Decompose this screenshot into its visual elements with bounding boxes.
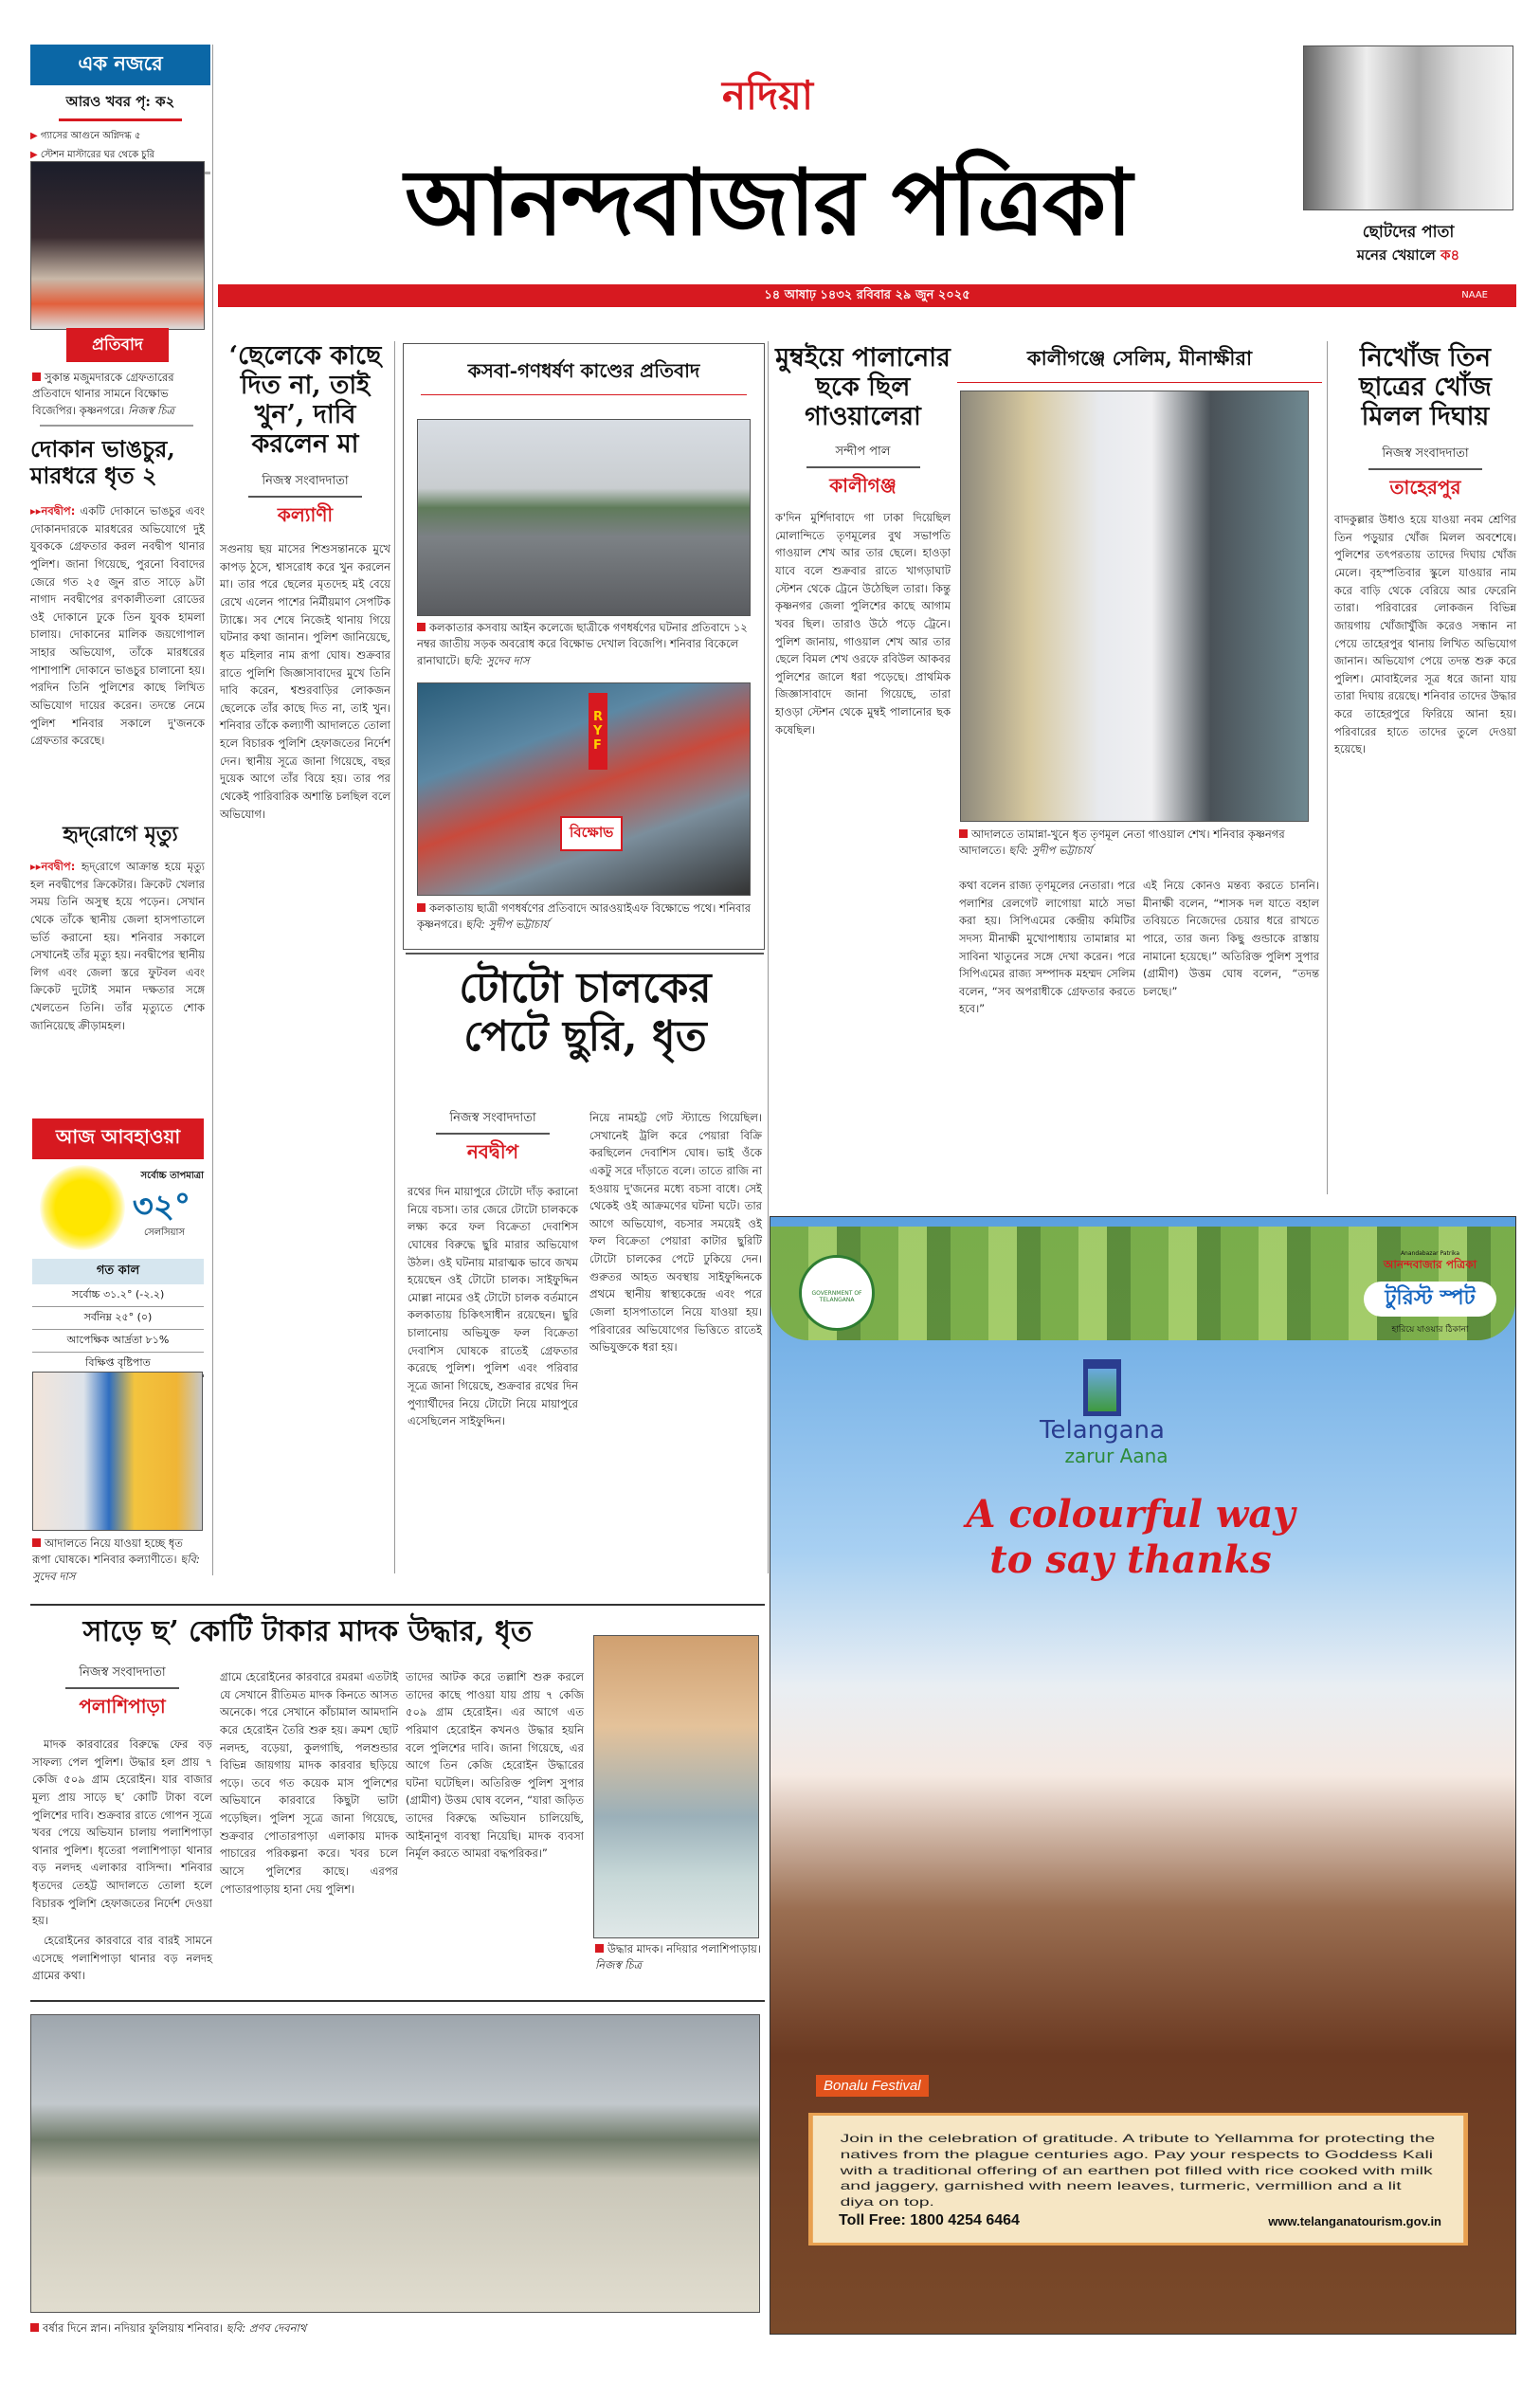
weather-row: বিক্ষিপ্ত বৃষ্টিপাত [32,1353,204,1377]
toto-col-2: নিয়ে নামহট্ট গেট স্ট্যান্ডে গিয়েছিল। সেখানেই ট্রলি করে পেয়ারা বিক্রি করছিলেন দেবাশিস ঘোষ। ভাই ওঁকে একটু সরে দাঁড়াতে বলে। তাতে রাজি না হওয়ায় দু'জনের মধ্যে বচসা বাধে। সেই থেকেই ওই আক্রমণের ঘটনা ঘটে। তার আগে অভিযোগ, বচসার সময়েই ওই ফল বিক্রেতা পেয়ারা কাটার ছুরিটি টোটো চালকের পেটে ঢুকিয়ে দেন। গুরুতর আহত অবস্থায় সাইফুদ্দিনকে প্রথমে স্থানীয় স্বাস্থ্যকেন্দ্রে এবং পরে জেলা হাসপাতালে নিয়ে যাওয়া হয়। পরিবারের অভিযোগের ভিত্তিতে রাতেই অভিযুক্তকে ধরা হয়। [589,1111,762,1355]
ad-headline: A colourful way to say thanks [966,1492,1295,1582]
more-news[interactable]: আরও খবর পৃ: ক২ [65,93,175,110]
dokan-headline: দোকান ভাঙচুর, মারধরে ধৃত ২ [30,435,175,489]
weather-title: আজ আবহাওয়া [32,1118,204,1159]
weather-row: সর্বনিম্ন ২৫° (০) [32,1307,204,1330]
weather-row: আপেক্ষিক আর্দ্রতা ৮১% [32,1330,204,1353]
headline: ‘ছেলেকে কাছে দিত না, তাই খুন’, দাবি করলেন মা [228,341,382,460]
weather-box: আজ আবহাওয়া সর্বোচ্চ তাপমাত্রা ৩২° সেলসিয়াস গত কাল সর্বোচ্চ ৩১.২° (-২.২) সর্বনিম্ন ২৫° (০) আপেক্ষিক আর্দ্রতা ৮১% বিক্ষিপ্ত বৃষ্টিপাত [32,1118,204,1377]
kids-page-ref[interactable]: মনের খেয়ালে ক৪ [1356,246,1460,264]
date: ১৪ আষাঢ় ১৪৩২ রবিবার ২৯ জুন ২০২৫ [764,288,970,302]
protibad-caption: সুকান্ত মজুমদারকে গ্রেফতারের প্রতিবাদে থানার সামনে বিক্ষোভ বিজেপির। কৃষ্ণনগরে। নিজস্ব চিত্র [32,371,174,417]
website-link[interactable]: www.telanganatourism.gov.in [1268,2214,1441,2228]
kasba-title: কসবা-গণধর্ষণ কাণ্ডের প্রতিবাদ [421,357,747,395]
edition-name: নদিয়া [721,72,814,118]
hridrog-headline: হৃদ্‌রোগে মৃত্যু [63,822,178,846]
ek-nojore-item[interactable]: ▶ স্টেশন মাস্টারের ঘর থেকে চুরি [30,150,155,160]
mumbai-article: মুম্বইয়ে পালানোর ছকে ছিল গাওয়ালেরা সন্দীপ পাল কালীগঞ্জ ক'দিন মুর্শিদাবাদে গা ঢাকা দিয়েছিল মোলান্দিতে তৃণমূলের বুথ সভাপতি গাওয়াল শেখ আর তার ছেলে। হাওড়া যাবে বলে শুক্রবার রাতে খাগড়াঘাট স্টেশন থেকে ট্রেনে উঠেছিল তারা। কিন্তু কৃষ্ণনগর জেলা পুলিশের কাছে আগাম খবর ছিল। তারাও উঠে পড়ে ট্রেনে। পুলিশ জানায়, গাওয়াল শেখ আর তার ছেলে বিমল শেখ ওরফে রবিউল আকবর পুলিশের জালে ধরা পড়েছে। প্রাথমিক জিজ্ঞাসাবাদে জানা গিয়েছে, তারা হাওড়া স্টেশন থেকে মুম্বই পালানোর ছক কষেছিল। [775,343,951,736]
court-photo [32,1372,203,1531]
kasba-photo-2: RYF বিক্ষোভ [417,682,751,896]
protibad-label: প্রতিবাদ [66,328,169,362]
telangana-logo: Telangana zarur Aana [1026,1359,1178,1467]
newspaper-title: আনন্দবাজার পত্রিকা [405,149,1131,256]
nikhoj-article: নিখোঁজ তিন ছাত্রের খোঁজ মিলল দিঘায় নিজস্ব সংবাদদাতা তাহেরপুর বাদকুল্লার উধাও হয়ে যাওয়া নবম শ্রেণির তিন পড়ুয়ার খোঁজ মিলল অবশেষে। পুলিশের তৎপরতায় তাদের দিঘায় খোঁজ মেলে। বৃহস্পতিবার স্কুলে যাওয়ার নাম করে বাড়ি থেকে বেরিয়ে আর ফেরেনি তারা। পরিবারের লোকজন বিভিন্ন জায়গায় খোঁজাখুঁজি করেও সন্ধান না পেয়ে তাহেরপুর থানায় লিখিত অভিযোগ জানান। অভিযোগ পেয়ে তদন্ত শুরু করে পুলিশ। মোবাইলের সূত্র ধরে জানা যায় তারা দিঘায় রয়েছে। শনিবার তাদের উদ্ধার করে তাহেরপুরে ফিরিয়ে আনা হয়। পরিবারের হাতে তাদের তুলে দেওয়া হয়েছে। [1334,343,1516,756]
drug-col-3: তাদের আটক করে তল্লাশি শুরু করলে তাদের কাছে পাওয়া যায় প্রায় ৭ কেজি ৫০৯ গ্রাম হেরোইন। এর আগে এত পরিমাণ হেরোইন কখনও উদ্ধার হয়নি বলে পুলিশের দাবি। জানা গিয়েছে, এর আগে তিন কেজি হেরোইন উদ্ধারের ঘটনা ঘটেছিল। অতিরিক্ত পুলিশ সুপার (গ্রামীণ) উত্তম ঘোষ বলেন, “যারা জড়িত তাদের বিরুদ্ধে অভিযান চালিয়েছি, আইনানুগ ব্যবস্থা নিয়েছি। মাদক ব্যবসা নির্মূল করতে আমরা বদ্ধপরিকর।” [406,1670,584,1861]
kasba-photo-1 [417,419,751,616]
kids-page-title[interactable]: ছোটদের পাতা [1362,223,1455,242]
date-bar: ১৪ আষাঢ় ১৪৩২ রবিবার ২৯ জুন ২০২৫ NAAE [218,284,1516,307]
river-caption: বর্ষার দিনে স্নান। নদিয়ার ফুলিয়ায় শনিবার। ছবি: প্রণব দেবনাথ [30,2320,599,2337]
river-photo [30,2014,760,2313]
dokan-body: ▸▸নবদ্বীপ: একটি দোকানে ভাঙচুর এবং দোকানদারকে মারধরের অভিযোগে দুই যুবককে গ্রেফতার করল নবদ্বীপ থানার পুলিশ। জানা গিয়েছে, পুরনো বিবাদের জেরে গত ২৫ জুন রাত সাড়ে ৯টা নাগাদ নবদ্বীপের রণকালীতলা রোডের ওই দোকানে ঢুকে তিন যুবক হামলা চালায়। দোকানের মালিক জয়গোপাল সাহার অভিযোগ, তাঁকে মারধরের পাশাপাশি দোকানে ভাঙচুর চালানো হয়। পরদিন তিনি পুলিশের কাছে লিখিত অভিযোগ দায়ের করেন। তদন্তে নেমে পুলিশ শনিবার সকালে দু'জনকে গ্রেফতার করেছে। [30,504,205,748]
ad-text-box: Join in the celebration of gratitude. A tribute to Yellamma for protecting the natives from the plague centuries ago. Pay your respects to Goddess Kali with a traditional offering of an earthen pot filled with rice cooked with milk and jaggery, garnished with neem leaves, turmeric, vermillion and a lit diya on top. [808,2113,1468,2246]
ek-nojore-box [30,45,210,174]
tourist-spot-logo: Anandabazar Patrika আনন্দবাজার পত্রিকা টুরিস্ট স্পট হারিয়ে যাওয়ার ঠিকানা [1364,1250,1496,1336]
drug-headline: সাড়ে ছ’ কোটি টাকার মাদক উদ্ধার, ধৃত [82,1615,533,1648]
telangana-tourism-ad[interactable] [770,1216,1516,2335]
kaliganj-photo [960,391,1309,822]
sun-icon [40,1165,125,1250]
max-temp: ৩২° [132,1188,190,1226]
toto-headline: টোটো চালকের পেটে ছুরি, ধৃত [459,964,712,1061]
court-caption: আদালতে নিয়ে যাওয়া হচ্ছে ধৃত রূপা ঘোষকে। শনিবার কল্যাণীতে। ছবি: সুদেব দাস [32,1536,200,1583]
kasba-caption-1: কলকাতার কসবায় আইন কলেজে ছাত্রীকে গণধর্ষণের ঘটনার প্রতিবাদে ১২ নম্বর জাতীয় সড়ক অবরোধ করে বিক্ষোভ দেখাল বিজেপি। শনিবার বিকেলে রানাঘাটে। ছবি: সুদেব দাস [417,621,748,667]
telangana-seal: GOVERNMENT OF TELANGANA [799,1255,875,1331]
festival-tag: Bonalu Festival [816,2075,929,2097]
protest-photo [30,161,205,330]
kasba-caption-2: কলকাতায় ছাত্রী গণধর্ষণের প্রতিবাদে আরওয়াইএফ বিক্ষোভে পথে। শনিবার কৃষ্ণনগরে। ছবি: সুদীপ ভট্টাচার্য [417,901,752,932]
weather-row: সর্বোচ্চ ৩১.২° (-২.২) [32,1284,204,1307]
ek-nojore-item[interactable]: ▶ গ্যাসের আগুনে অগ্নিদগ্ধ ৫ [30,131,141,141]
kids-sketch [1303,45,1513,210]
toto-col-1: নিজস্ব সংবাদদাতা নবদ্বীপ রথের দিন মায়াপুরে টোটো দাঁড় করানো নিয়ে বচসা। তার জেরে টোটো চালককে লক্ষ্য করে ফল বিক্রেতা দেবাশিস ঘোষের বিরুদ্ধে ছুরি মারার অভিযোগ উঠল। ওই ঘটনায় মারাত্মক ভাবে জখম হয়েছেন ওই টোটো চালক। সাইফুদ্দিন মোল্লা নামের ওই টোটো চালক বর্তমানে কলকাতায় চিকিৎসাধীন রয়েছেন। ছুরি চালানোয় অভিযুক্ত ফল বিক্রেতা দেবাশিস ঘোষকে রাতেই গ্রেফতার করেছে পুলিশ। পুলিশ এবং পরিবার সূত্রে জানা গিয়েছে, শুক্রবার রথের দিন পুণ্যার্থীদের নিয়ে টোটো নিয়ে মায়াপুরে এসেছিলেন সাইফুদ্দিন। [408,1111,578,1428]
drug-photo [593,1635,759,1938]
toll-free[interactable]: Toll Free: 1800 4254 6464 [839,2212,1020,2228]
kaliganj-col-2: এই নিয়ে কোনও মন্তব্য করতে চাননি। মীনাক্ষী বলেন, “শাসক দল যাতে বহাল তবিয়তে নিজেদের চেয়ার ধরে রাখতে পারে, তার জন্য কিছু গুন্ডাকে রাস্তায় নামানো হয়েছে।” অতিরিক্ত পুলিশ সুপার (গ্রামীণ) উত্তম ঘোষ বলেন, “তদন্ত চলছে।” [1143,879,1319,998]
kaliganj-col-1: কথা বলেন রাজ্য তৃণমূলের নেতারা। পরে পলাশির রেলগেট লাগোয়া মাঠে সভা করা হয়। সিপিএমের কেন্দ্রীয় কমিটির সদস্য মীনাক্ষী মুখোপাধ্যায় তামান্নার মা সাবিনা খাতুনের সঙ্গে দেখা করেন। পরে সিপিএমের রাজ্য সম্পাদক মহম্মদ সেলিম বলেন, “সব অপরাধীকে গ্রেফতার করতে হবে।” [959,879,1135,1016]
kaliganj-title: কালীগঞ্জে সেলিম, মীনাক্ষীরা [957,343,1322,383]
chheleke-article: ‘ছেলেকে কাছে দিত না, তাই খুন’, দাবি করলেন মা নিজস্ব সংবাদদাতা কল্যাণী সগুনায় ছয় মাসের শিশুসন্তানকে মুখে কাপড় ঠুসে, শ্বাসরোধ করে খুন করলেন মা। তার পরে ছেলের মৃতদেহ মই বেয়ে রেখে এলেন পাশের নির্মীয়মাণ সেপটিক ট্যাঙ্কে। সব শেষে নিজেই থানায় গিয়ে ঘটনার কথা জানান। পুলিশ জানিয়েছে, ধৃত মহিলার নাম রূপা ঘোষ। শুক্রবার রাতে পুলিশি জিজ্ঞাসাবাদের মুখে তিনি দাবি করেন, শ্বশুরবাড়ির লোকজন ছেলেকে তাঁর কাছে দিত না, তাই খুন। শনিবার তাঁকে কল্যাণী আদালতে তোলা হলে বিচারক পুলিশি হেফাজতের নির্দেশ দেন। স্থানীয় সূত্রে জানা গিয়েছে, বছর দুয়েক আগে তাঁর বিয়ে হয়। তার পর থেকেই পারিবারিক অশান্তি চলছিল বলে অভিযোগ। [220,341,390,821]
hridrog-body: ▸▸নবদ্বীপ: হৃদ্‌রোগে আক্রান্ত হয়ে মৃত্যু হল নবদ্বীপের ক্রিকেটার। ক্রিকেট খেলার সময় তিনি অসুস্থ হয়ে পড়েন। সেখান থেকে তাঁকে স্থানীয় জেলা হাসপাতালে ভর্তি করানো হয়। শনিবার সকালে সেখানেই তাঁর মৃত্যু হয়। নবদ্বীপের স্থানীয় লিগ এবং জেলা স্তরে ফুটবল এবং ক্রিকেট দুটোই সমান দক্ষতার সঙ্গে খেলতেন তিনি। তাঁর মৃত্যুতে শোক জানিয়েছে ক্রীড়ামহল। [30,860,206,1032]
drug-caption: উদ্ধার মাদক। নদিয়ার পলাশিপাড়ায়। নিজস্ব চিত্র [595,1942,761,1973]
kaliganj-caption: আদালতে তামান্না-খুনে ধৃত তৃণমূল নেতা গাওয়াল শেখ। শনিবার কৃষ্ণনগর আদালতে। ছবি: সুদীপ ভট্টাচার্য [959,827,1285,858]
drug-col-2: গ্রামে হেরোইনের কারবারে রমরমা এতটাই যে সেখানে রীতিমত মাদক কিনতে আসত অনেকে। পরে সেখানে কাঁচামাল আমদানি করে হেরোইন তৈরি শুরু হয়। ক্রমশ ছোট নলদহ, বড়েয়া, কুলগাছি, পলশুন্ডার বিভিন্ন জায়গায় মাদক কারবার ছড়িয়ে পড়ে। তবে গত কয়েক মাস পুলিশের অভিযানে কারবারে কিছুটা ভাটা পড়েছিল। পুলিশ সূত্রে জানা গিয়েছে, শুক্রবার পোতারপাড়া এলাকায় মাদক পাচারের পরিকল্পনা করে। খবর চলে আসে পুলিশের কাছে। এরপর পোতারপাড়ায় হানা দেয় পুলিশ। [220,1670,398,1896]
ek-nojore-title: এক নজরে [30,45,210,85]
drug-col-1: নিজস্ব সংবাদদাতা পলাশিপাড়া মাদক কারবারের বিরুদ্ধে ফের বড় সাফল্য পেল পুলিশ। উদ্ধার হল প্রায় ৭ কেজি ৫০৯ গ্রাম হেরোইন। যার বাজার মূল্য প্রায় সাড়ে ছ’ কোটি টাকা বলে পুলিশের দাবি। শুক্রবার রাতে গোপন সূত্রে খবর পেয়ে অভিযান চালায় পলাশিপাড়া থানার পুলিশ। ধৃতেরা পলাশিপাড়া থানার বড় নলদহ এলাকার বাসিন্দা। শনিবার ধৃতদের তেহট্ট আদালতে তোলা হলে বিচারক পুলিশি হেফাজতের নির্দেশ দেওয়া হয়। হেরোইনের কারবারে বার বারই সামনে এসেছে পলাশিপাড়া থানার বড় নলদহ গ্রামের কথা। [32,1665,212,1983]
